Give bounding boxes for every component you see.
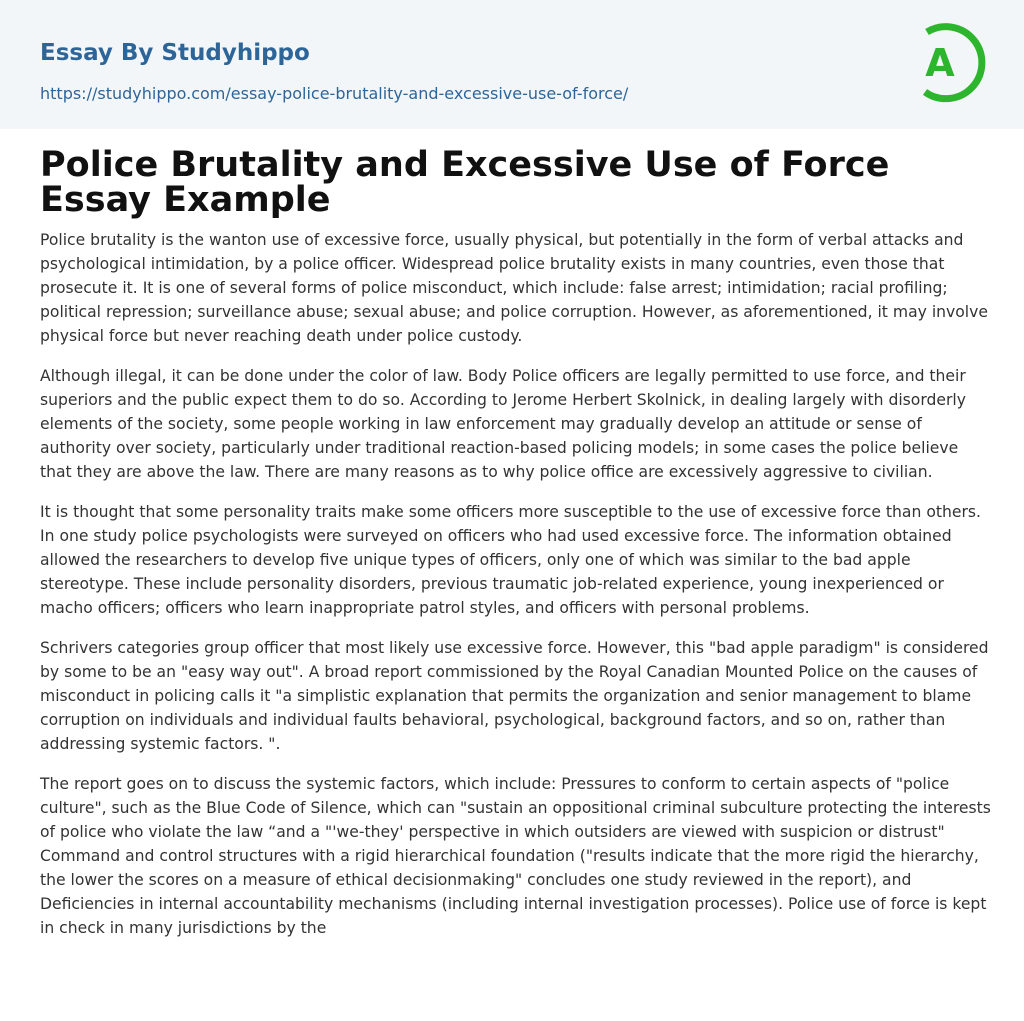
- logo-letter: A: [925, 41, 955, 85]
- site-header: [0, 0, 1024, 129]
- paragraph-1: Police brutality is the wanton use of excessive force, usually physical, but potentially in the form of verbal attacks and psychological intimidation, by a police officer. Widespread police brutality exists in many countries, even those that prosecute it. It is one of several forms of police misconduct, which include: false arrest; intimidation; racial profiling; political repression; surveillance abuse; sexual abuse; and police corruption. However, as aforementioned, it may involve physical force but never reaching death under police custody.: [40, 231, 988, 345]
- page-url-link[interactable]: https://studyhippo.com/essay-police-brutality-and-excessive-use-of-force/: [40, 84, 629, 103]
- studyhippo-logo-icon[interactable]: [905, 20, 989, 104]
- paragraph-4: Schrivers categories group officer that most likely use excessive force. However, this "bad apple paradigm" is considered by some to be an "easy way out". A broad report commissioned by the Royal Canadian Mounted Police on the causes of misconduct in policing calls it "a simplistic explanation that permits the organization and senior management to blame corruption on individuals and individual faults behavioral, psychological, background factors, and so on, rather than addressing systemic factors. ".: [40, 639, 989, 753]
- paragraph-5: The report goes on to discuss the systemic factors, which include: Pressures to conform to certain aspects of "police culture", such as the Blue Code of Silence, which can "sustain an oppositional criminal subculture protecting the interests of police who violate the law “and a "'we-they' perspective in which outsiders are viewed with suspicion or distrust" Command and control structures with a rigid hierarchical foundation ("results indicate that the more rigid the hierarchy, the lower the scores on a measure of ethical decisionmaking" concludes one study reviewed in the report), and Deficiencies in internal accountability mechanisms (including internal investigation processes). Police use of force is kept in check in many jurisdictions by the: [40, 775, 991, 937]
- paragraph-3: It is thought that some personality traits make some officers more susceptible to the use of excessive force than others. In one study police psychologists were surveyed on officers who had used excessive force. The information obtained allowed the researchers to develop five unique types of officers, only one of which was similar to the bad apple stereotype. These include personality disorders, previous traumatic job-related experience, young inexperienced or macho officers; officers who learn inappropriate patrol styles, and officers with personal problems.: [40, 503, 981, 617]
- article-title: Police Brutality and Excessive Use of Force Essay Example: [40, 145, 890, 220]
- article-body: [40, 228, 992, 956]
- paragraph-2: Although illegal, it can be done under the color of law. Body Police officers are legally permitted to use force, and their superiors and the public expect them to do so. According to Jerome Herbert Skolnick, in dealing largely with disorderly elements of the society, some people working in law enforcement may gradually develop an attitude or sense of authority over society, particularly under traditional reaction-based policing models; in some cases the police believe that they are above the law. There are many reasons as to why police office are excessively aggressive to civilian.: [40, 367, 966, 481]
- site-brand[interactable]: Essay By Studyhippo: [40, 40, 310, 66]
